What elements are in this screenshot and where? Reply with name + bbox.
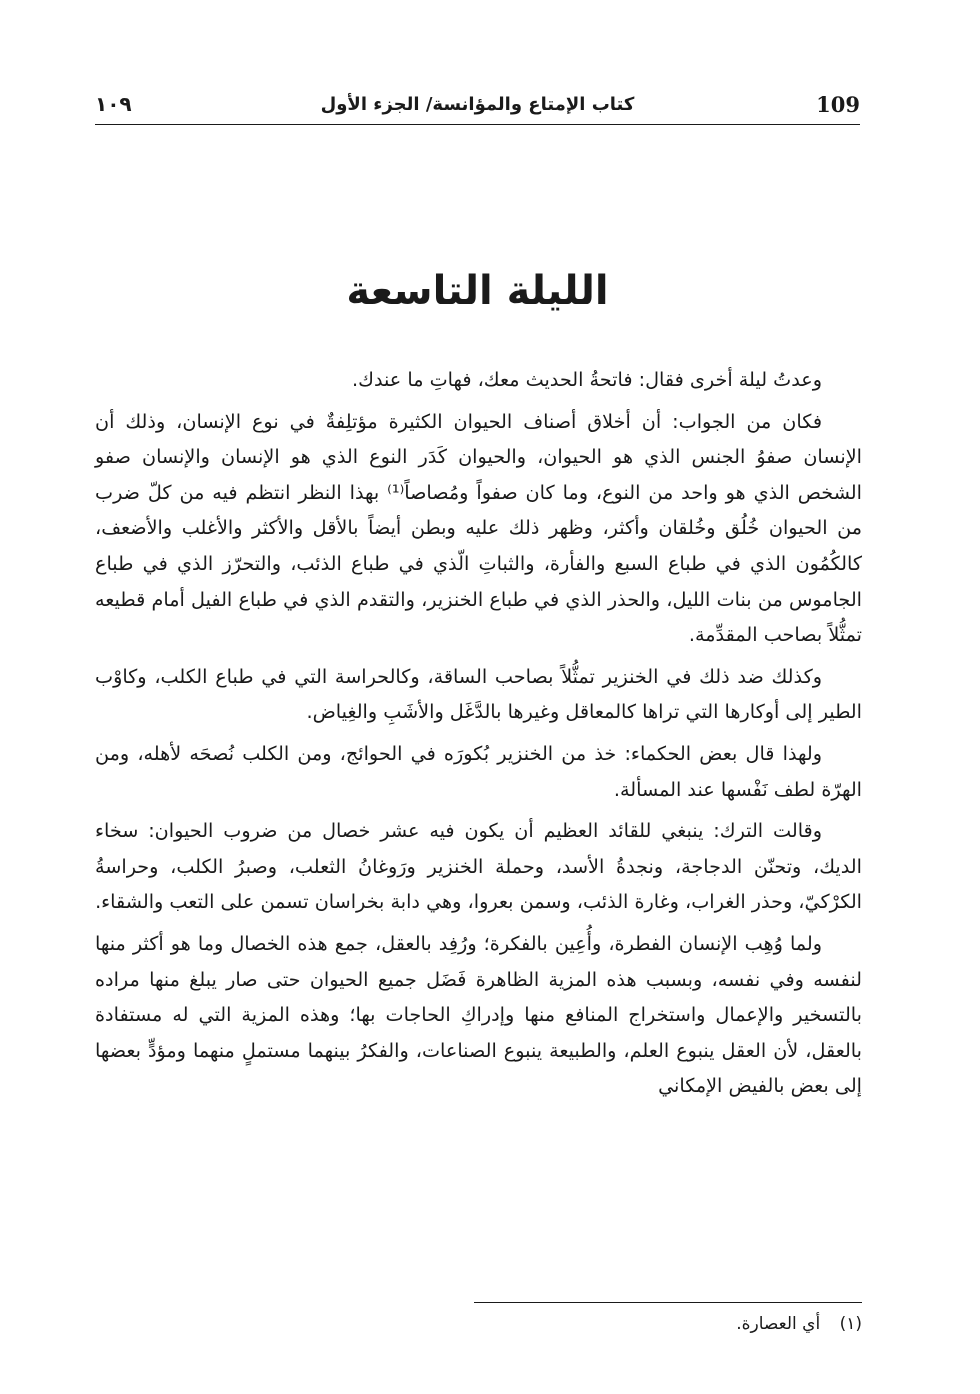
footnote-marker: (١)	[839, 1314, 862, 1334]
chapter-title: الليلة التاسعة	[346, 268, 609, 314]
paragraph: وعدتُ ليلة أخرى فقال: فاتحةُ الحديث معك، فهاتِ ما عندك.	[352, 368, 822, 391]
footnote-divider	[474, 1302, 862, 1303]
body-text	[95, 362, 862, 1110]
paragraph: وقالت الترك: ينبغي للقائد العظيم أن يكون فيه عشر خصال من ضروب الحيوان: سخاء الديك، وتحنّن الدجاجة، ونجدةُ الأسد، وحملة الخنزير ورَوغانُ الثعلب، وصبرُ الكلب، وحراسةُ الكرْكيّ، وحذر الغراب، وغارة الذئب، وسمن بعروا، وهي دابة بخراسان تسمن على التعب والشقاء.	[95, 819, 862, 914]
page-number-latin: 109	[816, 91, 860, 117]
paragraph: وكذلك ضد ذلك في الخنزير تمثُّلاً بصاحب الساقة، وكالحراسة التي في طباع الكلب، وكاوْب الطير إلى أوكارها التي تراها كالمعاقل وغيرها بالدَّغَل والأشَبِ والغِياض.	[95, 664, 862, 724]
page-header	[95, 86, 860, 122]
running-title: كتاب الإمتاع والمؤانسة/ الجزء الأول	[320, 93, 635, 115]
paragraph: ولما وُهِب الإنسان الفطرة، وأُعِين بالفكرة؛ ورُفِد بالعقل، جمع هذه الخصال وما هو أكثر منها لنفسه وفي نفسه، وبسبب هذه المزية الظاهرة فَضَل جميع الحيوان حتى صار يبلغ منها مراده بالتسخير والإعمال واستخراج المنافع منها وإدراكِ الحاجات بها؛ وهذه المزية التي له مستفادة بالعقل، لأن العقل ينبوع العلم، والطبيعة ينبوع الصناعات، والفكرُ بينهما مستملٍ منهما ومؤدٍّ بعضها إلى بعض بالفيض الإمكاني	[95, 931, 862, 1098]
page-number-arabic: ١٠٩	[95, 92, 132, 116]
paragraph: ولهذا قال بعض الحكماء: خذ من الخنزير بُكورَه في الحوائج، ومن الكلب نُصحَه لأهله، ومن الهرّة لطف نَفْسها عند المسألة.	[95, 741, 862, 801]
footnote-text: أي العصارة.	[736, 1314, 821, 1334]
footnote	[736, 1314, 862, 1334]
header-divider	[95, 124, 860, 125]
paragraph: فكان من الجواب: أن أخلاق أصناف الحيوان الكثيرة مؤتلِفةٌ في نوع الإنسان، وذلك أن الإنسان صفوُ الجنس الذي هو الحيوان، والحيوان كَدَر النوع الذي هو الإنسان والإنسان صفو الشخص الذي هو واحد من النوع، وما كان صفواً ومُصاصاً⁽¹⁾ بهذا النظر انتظم فيه من كلّ ضرب من الحيوان خُلُق وخُلقان وأكثر، وظهر ذلك عليه وبطن أيضاً بالأقل والأكثر والأغلب والأضعف، كالكُمُون الذي في طباع السبع والفأرة، والثباتِ الّذي في طباع الذئب، والتحرّز الذي في طباع الجاموس من بنات الليل، والحذر الذي في طباع الخنزير، والتقدم الذي في طباع الفيل أمام قطيعه تمثُّلاً بصاحب المقدِّمة.	[95, 409, 862, 647]
